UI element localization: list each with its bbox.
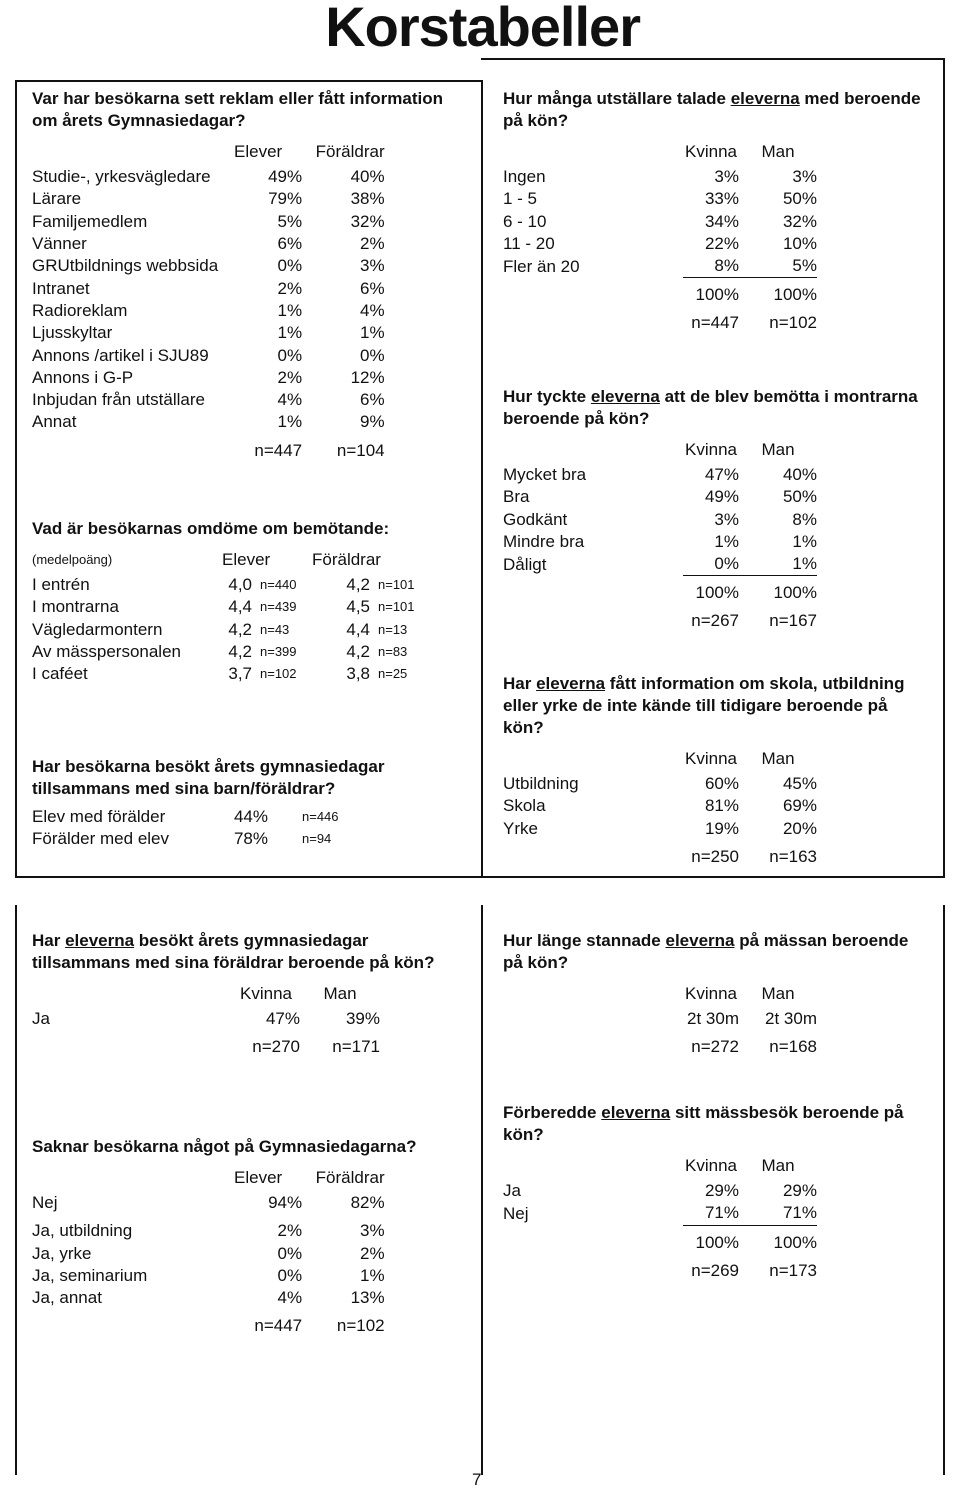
value-kvinna: 19%: [704, 818, 739, 838]
n-man: n=102: [769, 313, 817, 333]
value-foraldrar: 6%: [360, 278, 385, 298]
table-row: [32, 367, 385, 389]
middle-line: [15, 876, 945, 878]
row-label: Nej: [32, 1193, 58, 1213]
value-foraldrar: 2%: [360, 1243, 385, 1263]
value-man: 50%: [782, 487, 817, 507]
row-label: Radioreklam: [32, 300, 128, 320]
value-man: 50%: [782, 189, 817, 209]
table-row: [32, 211, 385, 233]
n-elever: n=447: [254, 440, 303, 460]
table-row: [503, 773, 817, 795]
table-reklam: [32, 138, 385, 462]
value-elever: 49%: [268, 167, 303, 187]
n-foraldrar: n=25: [378, 666, 408, 682]
value-man: 8%: [792, 509, 817, 529]
value-foraldrar: 40%: [350, 167, 385, 187]
value-kvinna: 1%: [714, 532, 739, 552]
value-elever: 1%: [277, 412, 303, 432]
n-foraldrar: n=83: [378, 644, 408, 660]
value-foraldrar: 0%: [360, 345, 385, 365]
table-row: [503, 233, 817, 255]
table-row: [32, 1265, 385, 1287]
row-label: GRUtbildnings webbsida: [32, 256, 219, 276]
row-label: Lärare: [32, 189, 82, 209]
header-kvinna: Kvinna: [685, 984, 737, 1003]
table-row: [32, 233, 385, 255]
n-foraldrar: n=101: [378, 599, 415, 615]
row-label: Dåligt: [503, 554, 547, 574]
table-row: [503, 1180, 817, 1202]
value-elever: 6%: [277, 234, 303, 254]
row-label: Ja, utbildning: [32, 1221, 133, 1241]
value-foraldrar: 3,8: [346, 664, 370, 684]
row-label: Elev med förälder: [32, 807, 166, 827]
value-man: 39%: [345, 1009, 380, 1029]
table-row: [32, 300, 385, 322]
value-kvinna: 47%: [265, 1009, 300, 1029]
table-row: [503, 818, 817, 840]
header-man: Man: [761, 984, 795, 1003]
value-elever: 4%: [277, 1288, 303, 1308]
value-kvinna: 29%: [704, 1181, 739, 1201]
n-man: n=167: [769, 611, 817, 631]
value-elever: 4,2: [228, 619, 252, 639]
table-information: [503, 745, 817, 868]
value-man: 10%: [782, 234, 817, 254]
table-row: [503, 188, 817, 210]
table-omdome: [32, 546, 430, 685]
row-label: Ja, seminarium: [32, 1266, 148, 1286]
value-man: 69%: [782, 796, 817, 816]
value-man: 29%: [782, 1181, 817, 1201]
value-kvinna: 34%: [704, 211, 739, 231]
value-man: 1%: [792, 532, 817, 552]
question-omdome: Vad är besökarnas omdöme om bemötande:: [32, 519, 390, 538]
value-man: 20%: [782, 818, 817, 838]
center-divider-top: [481, 80, 483, 877]
row-label: Nej: [503, 1203, 529, 1223]
right-border-bottom: [943, 905, 945, 1475]
row-label: Annat: [32, 412, 77, 432]
table-row: [32, 322, 385, 344]
header-kvinna: Kvinna: [685, 142, 737, 161]
section-foraldrar-kon: [32, 930, 462, 1058]
table-row: [32, 574, 430, 596]
value-man: 1%: [792, 554, 817, 574]
n-man: n=173: [769, 1260, 817, 1280]
table-row: [32, 411, 385, 433]
value-man: 5%: [792, 256, 817, 276]
table-row: [503, 531, 817, 553]
table-row: [32, 1243, 385, 1265]
table-row: [32, 255, 385, 277]
section-stannade: [503, 930, 923, 1058]
total-kvinna: 100%: [683, 1225, 739, 1254]
question-forberedde: Förberedde eleverna sitt mässbesök beroende på kön?: [503, 1103, 904, 1144]
value-elever: 1%: [277, 323, 303, 343]
row-label: Förälder med elev: [32, 829, 170, 849]
value-foraldrar: 38%: [350, 189, 385, 209]
n-kvinna: n=270: [252, 1037, 300, 1057]
value-elever: 4,4: [228, 597, 252, 617]
question-stannade: Hur länge stannade eleverna på mässan beroende på kön?: [503, 931, 909, 972]
row-label: I caféet: [32, 664, 88, 684]
row-label: Godkänt: [503, 509, 568, 529]
value-man: 71%: [782, 1203, 817, 1223]
table-row: [32, 596, 430, 618]
value-elever: 79%: [268, 189, 303, 209]
table-row: [32, 619, 430, 641]
n-elever: n=447: [254, 1316, 303, 1336]
table-row: [32, 806, 348, 828]
value-foraldrar: 3%: [360, 1221, 385, 1241]
header-elever: Elever: [234, 142, 283, 161]
row-label: Annons /artikel i SJU89: [32, 345, 209, 365]
table-row: [503, 166, 817, 188]
table-forberedde: [503, 1152, 817, 1282]
table-row: [32, 188, 385, 210]
value-kvinna: 60%: [704, 774, 739, 794]
table-besokt: [32, 806, 348, 851]
section-forberedde: [503, 1102, 923, 1282]
value-kvinna: 8%: [714, 256, 739, 276]
value-foraldrar: 32%: [350, 211, 385, 231]
value-man: 2t 30m: [765, 1009, 817, 1029]
table-row: [503, 255, 817, 278]
row-label: Inbjudan från utställare: [32, 390, 205, 410]
section-omdome: [32, 518, 472, 685]
row-label: Studie-, yrkesvägledare: [32, 167, 211, 187]
n-kvinna: n=447: [691, 313, 739, 333]
row-label: Av mässpersonalen: [32, 642, 181, 662]
value-man: 45%: [782, 774, 817, 794]
value-kvinna: 33%: [704, 189, 739, 209]
n-kvinna: n=267: [691, 611, 739, 631]
value-elever: 0%: [277, 1266, 303, 1286]
row-label: Ja: [503, 1181, 521, 1201]
table-row: [32, 344, 385, 366]
table-row: [32, 166, 385, 188]
total-man: 100%: [739, 278, 817, 307]
row-label: Mindre bra: [503, 532, 585, 552]
table-row: [503, 553, 817, 576]
value-elever: 4,0: [228, 575, 252, 595]
value-kvinna: 71%: [704, 1203, 739, 1223]
value-kvinna: 47%: [704, 465, 739, 485]
question-besokt: Har besökarna besökt årets gymnasiedagar tillsammans med sina barn/föräldrar?: [32, 757, 385, 798]
table-row: [32, 389, 385, 411]
value-man: 40%: [782, 465, 817, 485]
header-kvinna: Kvinna: [685, 1156, 737, 1175]
header-elever: Elever: [234, 1168, 283, 1187]
n-kvinna: n=250: [691, 846, 739, 866]
value-foraldrar: 12%: [350, 367, 385, 387]
row-label: Skola: [503, 796, 546, 816]
table-row: [32, 663, 430, 685]
n-elever: n=440: [260, 577, 297, 593]
section-saknar: [32, 1136, 472, 1337]
table-row: [503, 509, 817, 531]
n-elever: n=43: [260, 621, 290, 637]
value-foraldrar: 4%: [360, 300, 385, 320]
table-row: [503, 486, 817, 508]
table-saknar: [32, 1164, 385, 1337]
row-label: Ja, yrke: [32, 1243, 92, 1263]
section-bemotta: [503, 386, 923, 632]
value-elever: 0%: [277, 256, 303, 276]
question-bemotta: Hur tyckte eleverna att de blev bemötta i montrarna beroende på kön?: [503, 387, 918, 428]
n-man: n=168: [769, 1037, 817, 1057]
value-foraldrar: 3%: [360, 256, 385, 276]
section-reklam: [32, 88, 472, 462]
value-foraldrar: 4,2: [346, 575, 370, 595]
row-label: Annons i G-P: [32, 367, 134, 387]
value-foraldrar: 4,5: [346, 597, 370, 617]
value-man: 3%: [792, 167, 817, 187]
table-row: [32, 1008, 380, 1030]
header-man: Man: [323, 984, 357, 1003]
table-row: [32, 277, 385, 299]
row-label: I montrarna: [32, 597, 119, 617]
table-utstallare: [503, 138, 817, 334]
table-foraldrar-kon: [32, 980, 380, 1058]
section-besokt: [32, 756, 472, 851]
header-man: Man: [761, 1156, 795, 1175]
page-number: 7: [472, 1470, 482, 1489]
question-reklam: Var har besökarna sett reklam eller fått information om årets Gymnasiedagar?: [32, 89, 443, 130]
question-information: Har eleverna fått information om skola, utbildning eller yrke de inte kände till tidigare beroende på kön?: [503, 674, 905, 737]
table-stannade: [503, 980, 817, 1058]
question-foraldrar-kon: Har eleverna besökt årets gymnasiedagar tillsammans med sina föräldrar beroende på kön?: [32, 931, 435, 972]
header-man: Man: [761, 440, 795, 459]
row-label: Familjemedlem: [32, 211, 148, 231]
header-man: Man: [761, 749, 795, 768]
n-man: n=163: [769, 846, 817, 866]
row-label: Ingen: [503, 167, 546, 187]
row-label: Ljusskyltar: [32, 323, 113, 343]
value-elever: 1%: [277, 300, 303, 320]
header-line: [481, 58, 945, 60]
row-label: Vägledarmontern: [32, 619, 163, 639]
table-row: [32, 828, 348, 850]
row-label: Fler än 20: [503, 256, 580, 276]
value-kvinna: 2t 30m: [687, 1009, 739, 1029]
value-foraldrar: 4,2: [346, 642, 370, 662]
value-foraldrar: 4,4: [346, 619, 370, 639]
value-elever: 0%: [277, 345, 303, 365]
header-foraldrar: Föräldrar: [315, 142, 385, 161]
total-kvinna: 100%: [683, 278, 739, 307]
left-border: [15, 80, 17, 877]
row-label: I entrén: [32, 575, 90, 595]
row-label: Ja, annat: [32, 1288, 102, 1308]
value-elever: 4,2: [228, 642, 252, 662]
n-man: n=171: [332, 1037, 380, 1057]
section-utstallare: [503, 88, 923, 334]
value-elever: 0%: [277, 1243, 303, 1263]
n-value: n=94: [302, 831, 332, 847]
value-foraldrar: 2%: [360, 234, 385, 254]
n-elever: n=399: [260, 644, 297, 660]
row-label: 6 - 10: [503, 211, 547, 231]
question-utstallare: Hur många utställare talade eleverna med beroende på kön?: [503, 89, 921, 130]
header-elever: Elever: [222, 550, 271, 569]
table-row: [32, 1220, 385, 1242]
value: 44%: [233, 807, 268, 827]
row-label: Ja: [32, 1009, 50, 1029]
value-elever: 5%: [277, 211, 303, 231]
value-foraldrar: 1%: [360, 1266, 385, 1286]
row-label: Yrke: [503, 818, 538, 838]
left-border-bottom: [15, 905, 17, 1475]
row-label: Utbildning: [503, 774, 579, 794]
n-elever: n=439: [260, 599, 297, 615]
row-label: 1 - 5: [503, 189, 538, 209]
header-kvinna: Kvinna: [240, 984, 292, 1003]
row-label: Mycket bra: [503, 465, 587, 485]
note-medelpoang: (medelpoäng): [32, 552, 113, 567]
row-label: Vänner: [32, 234, 87, 254]
header-kvinna: Kvinna: [685, 749, 737, 768]
header-man: Man: [761, 142, 795, 161]
value-foraldrar: 6%: [360, 390, 385, 410]
table-row: [32, 1287, 385, 1309]
table-row: [503, 1202, 817, 1225]
value-kvinna: 0%: [714, 554, 739, 574]
n-kvinna: n=272: [691, 1037, 739, 1057]
value-kvinna: 3%: [714, 509, 739, 529]
value-elever: 94%: [268, 1193, 303, 1213]
right-border: [943, 58, 945, 877]
table-row: [32, 641, 430, 663]
total-man: 100%: [739, 576, 817, 605]
header-kvinna: Kvinna: [685, 440, 737, 459]
value-foraldrar: 1%: [360, 323, 385, 343]
header-foraldrar: Föräldrar: [315, 1168, 385, 1187]
page-title: Korstabeller: [325, 0, 640, 58]
header-foraldrar: Föräldrar: [312, 550, 381, 569]
row-label: 11 - 20: [503, 234, 555, 254]
row-label: Intranet: [32, 278, 90, 298]
top-line-left: [15, 80, 481, 82]
table-row: [503, 795, 817, 817]
table-row: [503, 464, 817, 486]
value-elever: 3,7: [228, 664, 252, 684]
n-foraldrar: n=104: [336, 440, 385, 460]
n-kvinna: n=269: [691, 1260, 739, 1280]
value: 78%: [233, 829, 268, 849]
section-information: [503, 673, 915, 868]
value-elever: 2%: [277, 278, 303, 298]
n-elever: n=102: [260, 666, 297, 682]
value-kvinna: 81%: [704, 796, 739, 816]
table-row: [503, 211, 817, 233]
n-foraldrar: n=102: [336, 1316, 385, 1336]
total-kvinna: 100%: [683, 576, 739, 605]
row-label: Bra: [503, 487, 530, 507]
n-foraldrar: n=13: [378, 621, 408, 637]
n-value: n=446: [302, 809, 339, 825]
value-kvinna: 49%: [704, 487, 739, 507]
value-foraldrar: 9%: [360, 412, 385, 432]
table-bemotta: [503, 436, 817, 632]
total-man: 100%: [739, 1225, 817, 1254]
table-row: [32, 1192, 385, 1214]
value-kvinna: 22%: [704, 234, 739, 254]
value-foraldrar: 13%: [350, 1288, 385, 1308]
value-man: 32%: [782, 211, 817, 231]
n-foraldrar: n=101: [378, 577, 415, 593]
center-divider-bottom: [481, 905, 483, 1475]
question-saknar: Saknar besökarna något på Gymnasiedagarna?: [32, 1137, 417, 1156]
value-kvinna: 3%: [714, 167, 739, 187]
value-foraldrar: 82%: [350, 1193, 385, 1213]
value-elever: 4%: [277, 390, 303, 410]
value-elever: 2%: [277, 1221, 303, 1241]
value-elever: 2%: [277, 367, 303, 387]
